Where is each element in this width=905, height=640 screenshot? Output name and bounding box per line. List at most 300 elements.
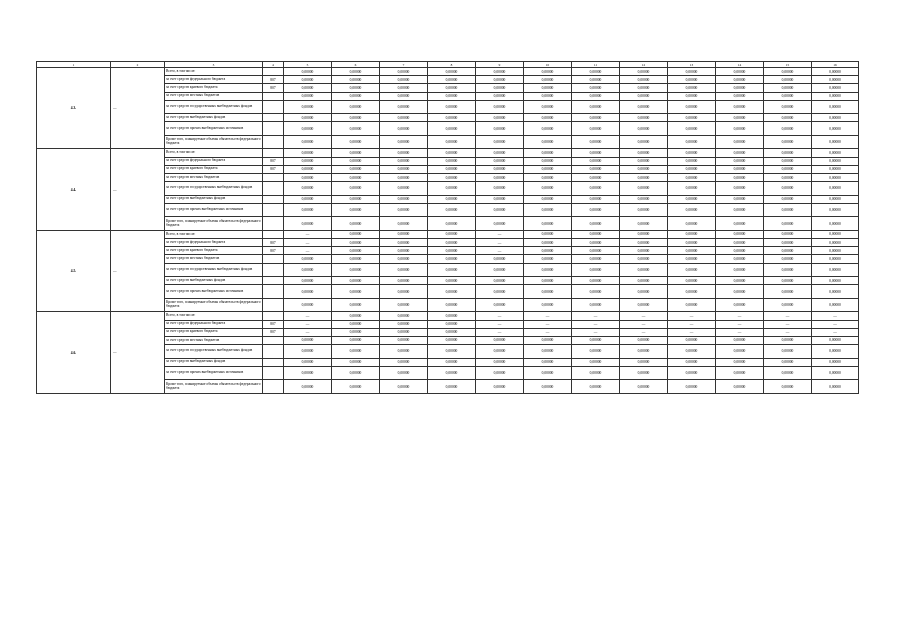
amount-cell: 0,00000 [572, 345, 620, 359]
amount-cell: 0,00000 [620, 217, 668, 231]
funding-source-cell: за счет средств государственных внебюджетных фондов [165, 345, 263, 359]
amount-cell: 0,00000 [476, 68, 524, 76]
amount-cell: 0,00000 [284, 68, 332, 76]
amount-cell: 0,00000 [812, 92, 859, 100]
amount-cell: 0,00000 [668, 165, 716, 173]
amount-cell: 0,00000 [572, 263, 620, 277]
amount-cell: 0,00000 [380, 345, 428, 359]
amount-cell: 0,00000 [764, 203, 812, 217]
amount-cell: 0,00000 [428, 366, 476, 380]
amount-cell: 0,00000 [332, 157, 380, 165]
amount-cell: 0,00000 [620, 182, 668, 196]
amount-cell: 0,00000 [284, 263, 332, 277]
amount-cell: 0,00000 [284, 174, 332, 182]
amount-cell: — [764, 320, 812, 328]
amount-cell: 0,00000 [284, 366, 332, 380]
amount-cell: 0,00000 [812, 182, 859, 196]
column-number-cell: 13 [668, 62, 716, 68]
amount-cell: 0,00000 [476, 114, 524, 122]
amount-cell: 0,00000 [284, 122, 332, 136]
measure-index-cell: 4.6. [37, 312, 111, 393]
amount-cell: 0,00000 [332, 239, 380, 247]
amount-cell: 0,00000 [572, 68, 620, 76]
amount-cell: 0,00000 [524, 182, 572, 196]
amount-cell: — [524, 312, 572, 320]
amount-cell: 0,00000 [524, 68, 572, 76]
financing-table [36, 61, 859, 394]
amount-cell: 0,00000 [668, 277, 716, 285]
amount-cell: 0,00000 [332, 358, 380, 366]
amount-cell: 0,00000 [668, 92, 716, 100]
amount-cell: — [668, 328, 716, 336]
amount-cell: 0,00000 [764, 336, 812, 344]
amount-cell: 0,00000 [572, 92, 620, 100]
budget-code-cell [263, 285, 284, 299]
funding-source-cell: Кроме того, планируемые объемы обязательств федерального бюджета [165, 135, 263, 149]
amount-cell: 0,00000 [380, 230, 428, 238]
amount-cell: 0,00000 [428, 157, 476, 165]
amount-cell: — [716, 328, 764, 336]
budget-code-cell [263, 255, 284, 263]
amount-cell: 0,00000 [764, 174, 812, 182]
column-number-cell: 11 [572, 62, 620, 68]
amount-cell: 0,00000 [764, 380, 812, 394]
amount-cell: 0,00000 [668, 76, 716, 84]
amount-cell: 0,00000 [716, 182, 764, 196]
amount-cell: 0,00000 [332, 203, 380, 217]
funding-source-cell: за счет средств федерального бюджета [165, 157, 263, 165]
amount-cell: 0,00000 [428, 328, 476, 336]
amount-cell: 0,00000 [764, 366, 812, 380]
amount-cell: 0,00000 [668, 100, 716, 114]
amount-cell: 0,00000 [476, 92, 524, 100]
amount-cell: 0,00000 [764, 285, 812, 299]
amount-cell: 0,00000 [668, 114, 716, 122]
budget-code-cell [263, 380, 284, 394]
amount-cell: 0,00000 [620, 84, 668, 92]
amount-cell: 0,00000 [476, 165, 524, 173]
amount-cell: 0,00000 [284, 114, 332, 122]
amount-cell: 0,00000 [428, 285, 476, 299]
amount-cell: 0,00000 [284, 165, 332, 173]
column-number-cell: 1 [37, 62, 111, 68]
amount-cell: 0,00000 [284, 182, 332, 196]
funding-source-cell: за счет средств федерального бюджета [165, 320, 263, 328]
budget-code-cell [263, 298, 284, 312]
funding-source-cell: Всего, в том числе: [165, 149, 263, 157]
amount-cell: 0,00000 [380, 263, 428, 277]
amount-cell: 0,00000 [524, 149, 572, 157]
amount-cell: 0,00000 [332, 380, 380, 394]
amount-cell: 0,00000 [620, 203, 668, 217]
measure-description-cell: — [111, 68, 165, 149]
amount-cell: — [668, 320, 716, 328]
amount-cell: 0,00000 [572, 122, 620, 136]
amount-cell: 0,00000 [764, 358, 812, 366]
amount-cell: 0,00000 [428, 230, 476, 238]
amount-cell: 0,00000 [476, 217, 524, 231]
amount-cell: 0,00000 [284, 157, 332, 165]
amount-cell: 0,00000 [668, 263, 716, 277]
amount-cell: 0,00000 [764, 255, 812, 263]
amount-cell: 0,00000 [716, 114, 764, 122]
amount-cell: 0,00000 [668, 336, 716, 344]
amount-cell: 0,00000 [812, 230, 859, 238]
amount-cell: 0,00000 [524, 255, 572, 263]
amount-cell: 0,00000 [620, 336, 668, 344]
funding-source-cell: за счет средств государственных внебюджетных фондов [165, 263, 263, 277]
amount-cell: — [812, 320, 859, 328]
budget-code-cell [263, 149, 284, 157]
amount-cell: 0,00000 [524, 122, 572, 136]
amount-cell: 0,00000 [428, 345, 476, 359]
amount-cell: 0,00000 [812, 122, 859, 136]
amount-cell: 0,00000 [524, 239, 572, 247]
budget-code-cell [263, 203, 284, 217]
amount-cell: 0,00000 [284, 195, 332, 203]
amount-cell: 0,00000 [620, 366, 668, 380]
amount-cell: 0,00000 [524, 157, 572, 165]
amount-cell: 0,00000 [284, 298, 332, 312]
amount-cell: — [476, 247, 524, 255]
amount-cell: 0,00000 [764, 114, 812, 122]
amount-cell: 0,00000 [716, 336, 764, 344]
amount-cell: 0,00000 [716, 263, 764, 277]
funding-source-cell: за счет средств прочих внебюджетных источников [165, 285, 263, 299]
amount-cell: 0,00000 [620, 149, 668, 157]
amount-cell: 0,00000 [668, 345, 716, 359]
amount-cell: 0,00000 [620, 358, 668, 366]
amount-cell: 0,00000 [476, 149, 524, 157]
amount-cell: 0,00000 [476, 157, 524, 165]
measure-description-cell: — [111, 312, 165, 393]
amount-cell: 0,00000 [620, 174, 668, 182]
amount-cell: 0,00000 [572, 157, 620, 165]
column-number-cell: 2 [111, 62, 165, 68]
amount-cell: — [476, 230, 524, 238]
amount-cell: 0,00000 [572, 100, 620, 114]
funding-source-cell: за счет средств государственных внебюджетных фондов [165, 100, 263, 114]
budget-code-cell: 807 [263, 84, 284, 92]
amount-cell: — [476, 239, 524, 247]
column-number-cell: 6 [332, 62, 380, 68]
amount-cell: 0,00000 [428, 100, 476, 114]
amount-cell: 0,00000 [380, 135, 428, 149]
funding-source-cell: за счет средств краевого бюджета [165, 165, 263, 173]
amount-cell: 0,00000 [524, 366, 572, 380]
amount-cell: 0,00000 [572, 366, 620, 380]
amount-cell: 0,00000 [332, 114, 380, 122]
amount-cell: 0,00000 [764, 122, 812, 136]
amount-cell: 0,00000 [572, 285, 620, 299]
amount-cell: 0,00000 [476, 122, 524, 136]
amount-cell: 0,00000 [380, 255, 428, 263]
amount-cell: 0,00000 [428, 149, 476, 157]
amount-cell: 0,00000 [380, 157, 428, 165]
amount-cell: 0,00000 [764, 84, 812, 92]
amount-cell: — [812, 328, 859, 336]
amount-cell: 0,00000 [572, 135, 620, 149]
amount-cell: 0,00000 [524, 358, 572, 366]
amount-cell: 0,00000 [524, 203, 572, 217]
budget-code-cell: 807 [263, 76, 284, 84]
amount-cell: 0,00000 [380, 84, 428, 92]
funding-source-cell: за счет средств внебюджетных фондов [165, 358, 263, 366]
column-number-cell: 16 [812, 62, 859, 68]
amount-cell: 0,00000 [524, 174, 572, 182]
amount-cell: 0,00000 [716, 277, 764, 285]
amount-cell: — [284, 320, 332, 328]
amount-cell: 0,00000 [380, 114, 428, 122]
amount-cell: 0,00000 [380, 92, 428, 100]
amount-cell: — [284, 247, 332, 255]
amount-cell: 0,00000 [332, 84, 380, 92]
amount-cell: 0,00000 [380, 380, 428, 394]
amount-cell: 0,00000 [572, 217, 620, 231]
amount-cell: 0,00000 [572, 195, 620, 203]
amount-cell: — [476, 320, 524, 328]
budget-code-cell [263, 312, 284, 320]
amount-cell: 0,00000 [620, 263, 668, 277]
amount-cell: 0,00000 [716, 76, 764, 84]
amount-cell: 0,00000 [524, 380, 572, 394]
amount-cell: 0,00000 [476, 285, 524, 299]
amount-cell: 0,00000 [620, 255, 668, 263]
amount-cell: 0,00000 [620, 239, 668, 247]
amount-cell: 0,00000 [428, 312, 476, 320]
amount-cell: 0,00000 [428, 358, 476, 366]
amount-cell: — [476, 312, 524, 320]
amount-cell: 0,00000 [332, 263, 380, 277]
amount-cell: — [476, 328, 524, 336]
amount-cell: 0,00000 [812, 366, 859, 380]
amount-cell: 0,00000 [572, 149, 620, 157]
table-row [37, 312, 859, 320]
amount-cell: 0,00000 [764, 182, 812, 196]
amount-cell: — [572, 328, 620, 336]
amount-cell: 0,00000 [620, 100, 668, 114]
amount-cell: 0,00000 [524, 336, 572, 344]
amount-cell: 0,00000 [572, 174, 620, 182]
amount-cell: 0,00000 [332, 135, 380, 149]
measure-index-cell: 4.3. [37, 68, 111, 149]
budget-code-cell [263, 92, 284, 100]
amount-cell: 0,00000 [428, 320, 476, 328]
amount-cell: 0,00000 [428, 255, 476, 263]
amount-cell: 0,00000 [476, 84, 524, 92]
amount-cell: 0,00000 [764, 239, 812, 247]
amount-cell: 0,00000 [716, 122, 764, 136]
amount-cell: 0,00000 [524, 92, 572, 100]
amount-cell: 0,00000 [764, 135, 812, 149]
amount-cell: — [284, 312, 332, 320]
budget-code-cell [263, 345, 284, 359]
amount-cell: 0,00000 [620, 165, 668, 173]
amount-cell: 0,00000 [764, 76, 812, 84]
amount-cell: 0,00000 [716, 247, 764, 255]
amount-cell: 0,00000 [716, 285, 764, 299]
amount-cell: 0,00000 [332, 320, 380, 328]
budget-code-cell [263, 114, 284, 122]
amount-cell: 0,00000 [380, 68, 428, 76]
amount-cell: 0,00000 [524, 84, 572, 92]
amount-cell: 0,00000 [764, 217, 812, 231]
amount-cell: 0,00000 [332, 298, 380, 312]
amount-cell: 0,00000 [812, 100, 859, 114]
amount-cell: 0,00000 [668, 149, 716, 157]
amount-cell: 0,00000 [524, 277, 572, 285]
amount-cell: 0,00000 [812, 149, 859, 157]
amount-cell: 0,00000 [716, 203, 764, 217]
funding-source-cell: Кроме того, планируемые объемы обязательств федерального бюджета [165, 298, 263, 312]
amount-cell: 0,00000 [524, 345, 572, 359]
amount-cell: 0,00000 [332, 68, 380, 76]
amount-cell: 0,00000 [332, 122, 380, 136]
amount-cell: 0,00000 [332, 255, 380, 263]
amount-cell: 0,00000 [812, 239, 859, 247]
amount-cell: 0,00000 [620, 68, 668, 76]
column-number-cell: 4 [263, 62, 284, 68]
amount-cell: 0,00000 [620, 345, 668, 359]
amount-cell: 0,00000 [572, 336, 620, 344]
budget-code-cell [263, 122, 284, 136]
amount-cell: 0,00000 [428, 380, 476, 394]
amount-cell: 0,00000 [764, 195, 812, 203]
amount-cell: 0,00000 [716, 217, 764, 231]
amount-cell: 0,00000 [428, 68, 476, 76]
amount-cell: 0,00000 [620, 135, 668, 149]
amount-cell: 0,00000 [812, 336, 859, 344]
amount-cell: 0,00000 [716, 84, 764, 92]
amount-cell: 0,00000 [380, 285, 428, 299]
amount-cell: — [812, 312, 859, 320]
amount-cell: 0,00000 [476, 366, 524, 380]
amount-cell: 0,00000 [284, 255, 332, 263]
funding-source-cell: Кроме того, планируемые объемы обязательств федерального бюджета [165, 380, 263, 394]
column-number-cell: 8 [428, 62, 476, 68]
amount-cell: 0,00000 [284, 100, 332, 114]
amount-cell: 0,00000 [524, 217, 572, 231]
amount-cell: 0,00000 [332, 312, 380, 320]
amount-cell: 0,00000 [332, 165, 380, 173]
amount-cell: 0,00000 [668, 174, 716, 182]
amount-cell: 0,00000 [812, 345, 859, 359]
amount-cell: 0,00000 [620, 92, 668, 100]
funding-source-cell: Кроме того, планируемые объемы обязательств федерального бюджета [165, 217, 263, 231]
amount-cell: 0,00000 [716, 366, 764, 380]
funding-source-cell: за счет средств местных бюджетов [165, 255, 263, 263]
amount-cell: 0,00000 [332, 328, 380, 336]
amount-cell: 0,00000 [284, 336, 332, 344]
amount-cell: 0,00000 [716, 68, 764, 76]
amount-cell: 0,00000 [716, 239, 764, 247]
amount-cell: 0,00000 [764, 100, 812, 114]
measure-description-cell: — [111, 149, 165, 230]
amount-cell: 0,00000 [380, 247, 428, 255]
amount-cell: 0,00000 [572, 277, 620, 285]
funding-source-cell: за счет средств краевого бюджета [165, 328, 263, 336]
amount-cell: 0,00000 [428, 336, 476, 344]
amount-cell: 0,00000 [572, 84, 620, 92]
amount-cell: — [572, 312, 620, 320]
amount-cell: 0,00000 [668, 380, 716, 394]
funding-source-cell: за счет средств прочих внебюджетных источников [165, 122, 263, 136]
amount-cell: 0,00000 [572, 76, 620, 84]
amount-cell: 0,00000 [716, 100, 764, 114]
amount-cell: 0,00000 [764, 263, 812, 277]
amount-cell: 0,00000 [524, 165, 572, 173]
amount-cell: 0,00000 [476, 76, 524, 84]
amount-cell: 0,00000 [812, 380, 859, 394]
amount-cell: 0,00000 [428, 174, 476, 182]
budget-code-cell [263, 336, 284, 344]
amount-cell: 0,00000 [476, 277, 524, 285]
amount-cell: 0,00000 [380, 366, 428, 380]
column-number-cell: 5 [284, 62, 332, 68]
amount-cell: 0,00000 [380, 358, 428, 366]
amount-cell: 0,00000 [284, 92, 332, 100]
amount-cell: 0,00000 [668, 122, 716, 136]
amount-cell: 0,00000 [428, 217, 476, 231]
amount-cell: 0,00000 [716, 174, 764, 182]
budget-code-cell [263, 217, 284, 231]
amount-cell: 0,00000 [716, 298, 764, 312]
amount-cell: 0,00000 [476, 358, 524, 366]
amount-cell: 0,00000 [380, 76, 428, 84]
budget-code-cell: 807 [263, 247, 284, 255]
amount-cell: — [284, 328, 332, 336]
amount-cell: 0,00000 [332, 230, 380, 238]
amount-cell: 0,00000 [812, 76, 859, 84]
amount-cell: 0,00000 [380, 328, 428, 336]
amount-cell: 0,00000 [620, 122, 668, 136]
amount-cell: 0,00000 [284, 76, 332, 84]
table-row [37, 68, 859, 76]
amount-cell: 0,00000 [812, 217, 859, 231]
amount-cell: 0,00000 [812, 247, 859, 255]
amount-cell: 0,00000 [476, 182, 524, 196]
amount-cell: 0,00000 [668, 68, 716, 76]
amount-cell: 0,00000 [572, 380, 620, 394]
amount-cell: 0,00000 [476, 255, 524, 263]
budget-code-cell: 807 [263, 157, 284, 165]
amount-cell: 0,00000 [812, 203, 859, 217]
amount-cell: 0,00000 [428, 122, 476, 136]
amount-cell: 0,00000 [284, 345, 332, 359]
funding-source-cell: за счет средств краевого бюджета [165, 84, 263, 92]
amount-cell: 0,00000 [380, 195, 428, 203]
amount-cell: 0,00000 [620, 114, 668, 122]
amount-cell: 0,00000 [284, 203, 332, 217]
amount-cell: 0,00000 [572, 247, 620, 255]
amount-cell: 0,00000 [476, 203, 524, 217]
amount-cell: 0,00000 [764, 149, 812, 157]
amount-cell: 0,00000 [620, 380, 668, 394]
amount-cell: 0,00000 [572, 182, 620, 196]
measure-description-cell: — [111, 230, 165, 311]
amount-cell: 0,00000 [716, 135, 764, 149]
amount-cell: 0,00000 [476, 345, 524, 359]
budget-code-cell [263, 195, 284, 203]
amount-cell: 0,00000 [524, 114, 572, 122]
amount-cell: 0,00000 [668, 247, 716, 255]
amount-cell: 0,00000 [380, 312, 428, 320]
amount-cell: 0,00000 [332, 217, 380, 231]
amount-cell: — [572, 320, 620, 328]
amount-cell: — [620, 312, 668, 320]
funding-source-cell: Всего, в том числе: [165, 312, 263, 320]
amount-cell: 0,00000 [380, 203, 428, 217]
